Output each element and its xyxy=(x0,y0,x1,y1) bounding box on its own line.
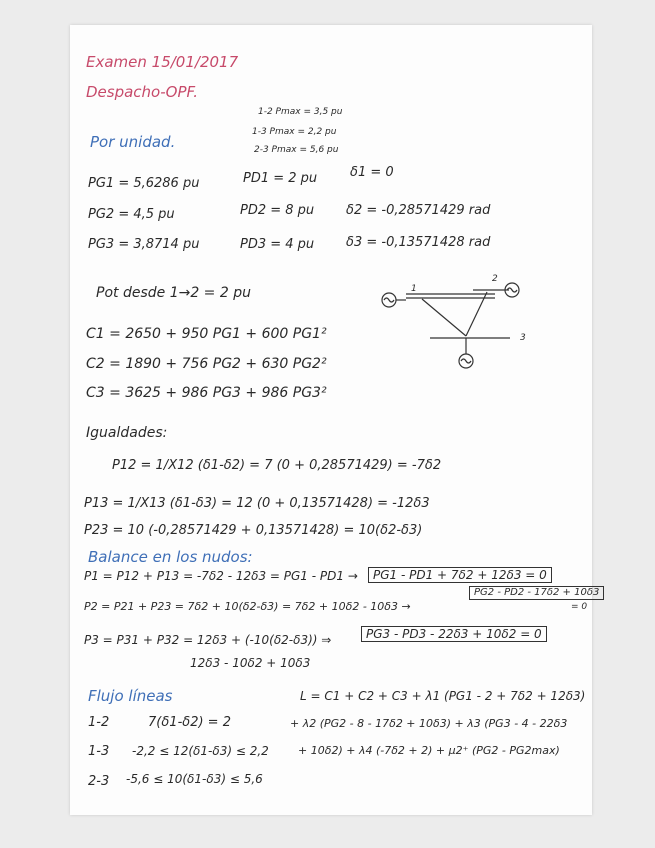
pg2-value: PG2 = 4,5 pu xyxy=(88,207,175,222)
balance-p2-result: PG2 - PD2 - 17δ2 + 10δ3 xyxy=(469,586,604,600)
balance-p3-result: PG3 - PD3 - 22δ3 + 10δ2 = 0 xyxy=(361,626,547,642)
lagrangian-line3: + 10δ2) + λ4 (-7δ2 + 2) + μ2⁺ (PG2 - PG2max) xyxy=(298,744,560,757)
limit-2-3: 2-3 Pmax = 5,6 pu xyxy=(254,145,339,155)
limit-1-3: 1-3 Pmax = 2,2 pu xyxy=(252,127,337,137)
cost-c3: C3 = 3625 + 986 PG3 + 986 PG3² xyxy=(86,385,327,401)
equation-p12: P12 = 1/X12 (δ1-δ2) = 7 (0 + 0,28571429) = -7δ2 xyxy=(112,458,442,473)
balance-p2: P2 = P21 + P23 = 7δ2 + 10(δ2-δ3) = 7δ2 + 10δ2 - 10δ3 → xyxy=(84,600,411,613)
line-1-2-label: 1-2 xyxy=(88,715,110,730)
balance-heading: Balance en los nudos: xyxy=(88,548,253,566)
line-1-3-label: 1-3 xyxy=(88,744,110,759)
bus3-label: 3 xyxy=(520,333,526,343)
pd3-value: PD3 = 4 pu xyxy=(240,237,315,252)
line-2-3-flow: -5,6 ≤ 10(δ1-δ3) ≤ 5,6 xyxy=(126,772,263,786)
line-1-2-flow: 7(δ1-δ2) = 2 xyxy=(148,715,231,730)
pd1-value: PD1 = 2 pu xyxy=(243,171,318,186)
lagrangian-line1: L = C1 + C2 + C3 + λ1 (PG1 - 2 + 7δ2 + 12δ3) xyxy=(300,689,586,703)
balance-p3: P3 = P31 + P32 = 12δ3 + (-10(δ2-δ3)) ⇒ xyxy=(84,633,332,647)
pd2-value: PD2 = 8 pu xyxy=(240,203,315,218)
per-unit-heading: Por unidad. xyxy=(90,133,176,151)
limit-1-2: 1-2 Pmax = 3,5 pu xyxy=(258,107,343,117)
cost-c2: C2 = 1890 + 756 PG2 + 630 PG2² xyxy=(86,356,327,372)
balance-p1-result: PG1 - PD1 + 7δ2 + 12δ3 = 0 xyxy=(368,567,552,583)
balance-p3-expansion: 12δ3 - 10δ2 + 10δ3 xyxy=(190,656,311,670)
balance-p2-tail: = 0 xyxy=(571,602,588,612)
line-flows-heading: Flujo líneas xyxy=(88,687,173,705)
exam-title: Examen 15/01/2017 xyxy=(86,53,239,71)
bus2-label: 2 xyxy=(492,274,498,284)
lagrangian-line2: + λ2 (PG2 - 8 - 17δ2 + 10δ3) + λ3 (PG3 - 4 - 22δ3 xyxy=(290,717,568,730)
delta2-value: δ2 = -0,28571429 rad xyxy=(346,203,491,218)
cost-c1: C1 = 2650 + 950 PG1 + 600 PG1² xyxy=(86,326,327,342)
equalities-heading: Igualdades: xyxy=(86,425,168,441)
delta1-value: δ1 = 0 xyxy=(350,165,394,180)
delta3-value: δ3 = -0,13571428 rad xyxy=(346,235,491,250)
line-1-3-flow: -2,2 ≤ 12(δ1-δ3) ≤ 2,2 xyxy=(132,744,269,758)
topic-title: Despacho-OPF. xyxy=(86,83,198,101)
balance-p1: P1 = P12 + P13 = -7δ2 - 12δ3 = PG1 - PD1 → xyxy=(84,569,358,583)
bus1-label: 1 xyxy=(411,284,417,294)
equation-p13: P13 = 1/X13 (δ1-δ3) = 12 (0 + 0,13571428) = -12δ3 xyxy=(84,496,430,511)
line-2-3-label: 2-3 xyxy=(88,774,110,789)
flow-1-2: Pot desde 1→2 = 2 pu xyxy=(96,285,251,301)
pg1-value: PG1 = 5,6286 pu xyxy=(88,176,200,191)
pg3-value: PG3 = 3,8714 pu xyxy=(88,237,200,252)
equation-p23: P23 = 10 (-0,28571429 + 0,13571428) = 10(δ2-δ3) xyxy=(84,523,423,538)
